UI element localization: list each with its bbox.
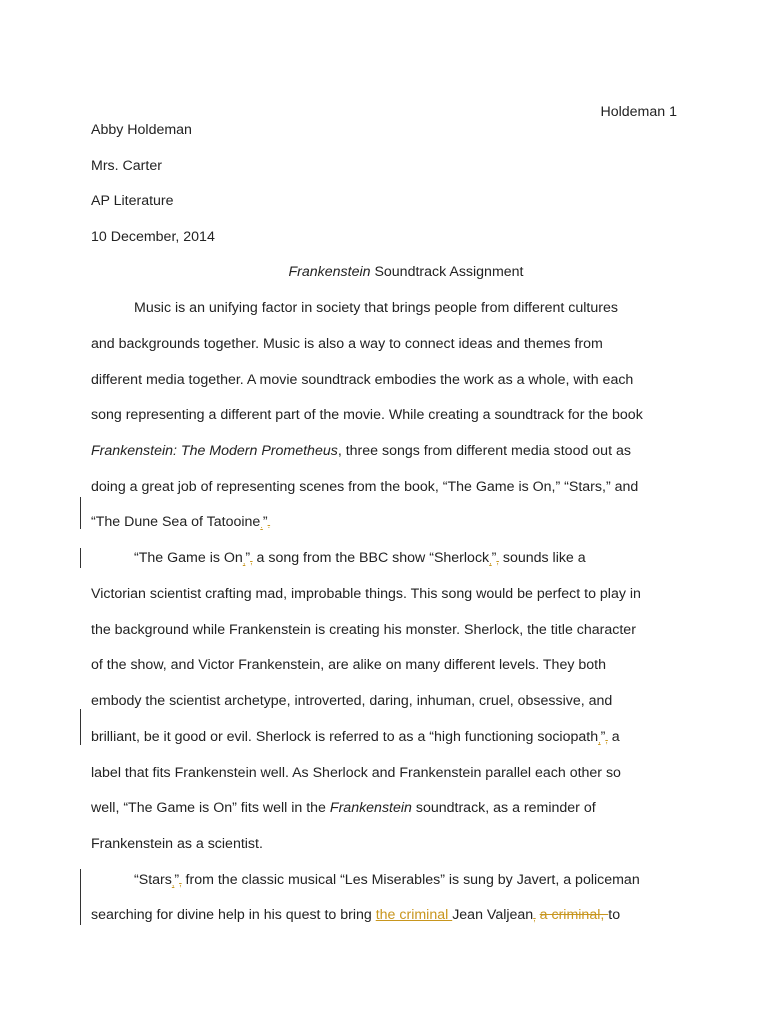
paragraph-1-line — [91, 441, 631, 461]
text-run: searching for divine help in his quest to bring — [91, 907, 376, 923]
text-run: Jean Valjean — [452, 907, 534, 923]
deleted-text[interactable]: , — [496, 556, 499, 566]
inserted-text[interactable]: the criminal — [375, 907, 453, 923]
paragraph-1-line — [91, 512, 270, 535]
text-run: a song from the BBC show “Sherlock — [252, 550, 490, 566]
text-run: , three songs from different media stood out as — [337, 443, 631, 459]
text-run: “Stars — [134, 872, 172, 888]
paragraph-1-line: different media together. A movie soundtrack embodies the work as a whole, with each — [91, 372, 634, 388]
inserted-text[interactable]: , — [171, 878, 175, 888]
page-header: Holdeman 1 — [600, 104, 677, 120]
text-run: to — [608, 907, 621, 923]
title-italic: Frankenstein — [288, 264, 371, 280]
text-run: ” — [174, 872, 180, 888]
deleted-text[interactable]: . — [267, 520, 271, 530]
paragraph-2-line: embody the scientist archetype, introverted, daring, inhuman, cruel, obsessive, and — [91, 693, 613, 709]
document-title — [0, 262, 768, 282]
paragraph-2-line: label that fits Frankenstein well. As Sherlock and Frankenstein parallel each other so — [91, 765, 621, 781]
book-title-italic: Frankenstein: The Modern Prometheus — [91, 443, 338, 459]
text-run: a — [607, 729, 620, 745]
text-run: from the classic musical “Les Miserables” is sung by Javert, a policeman — [181, 872, 640, 888]
book-title-italic: Frankenstein — [329, 800, 412, 816]
deleted-text[interactable]: , — [179, 878, 182, 888]
paragraph-1-line: Music is an unifying factor in society that brings people from different cultures — [134, 300, 618, 316]
text-run: sounds like a — [498, 550, 586, 566]
deleted-text[interactable]: , — [250, 556, 253, 566]
deleted-text[interactable]: , — [533, 913, 536, 923]
text-run: soundtrack, as a reminder of — [411, 800, 596, 816]
paragraph-2-line: Victorian scientist crafting mad, improbable things. This song would be perfect to play in — [91, 586, 641, 602]
text-run: brilliant, be it good or evil. Sherlock is referred to as a “high functioning sociopath — [91, 729, 599, 745]
text-run: “The Dune Sea of Tatooine — [91, 514, 261, 530]
document-date: 10 December, 2014 — [91, 229, 215, 245]
deleted-text[interactable]: , — [605, 735, 608, 745]
text-run: ” — [491, 550, 497, 566]
paragraph-1-line: doing a great job of representing scenes from the book, “The Game is On,” “Stars,” and — [91, 479, 639, 495]
deleted-text[interactable]: a criminal, — [539, 907, 609, 923]
paragraph-1-line: and backgrounds together. Music is also a way to connect ideas and themes from — [91, 336, 603, 352]
text-run: ” — [245, 550, 251, 566]
paragraph-2-line — [91, 727, 620, 750]
paragraph-1-line: song representing a different part of the movie. While creating a soundtrack for the book — [91, 407, 643, 423]
teacher-name: Mrs. Carter — [91, 158, 162, 174]
change-bar — [80, 709, 81, 745]
paragraph-3-line — [134, 870, 640, 893]
paragraph-2-line — [91, 798, 596, 818]
inserted-text[interactable]: , — [489, 556, 492, 566]
paragraph-2-line: the background while Frankenstein is creating his monster. Sherlock, the title character — [91, 622, 636, 638]
change-bar — [80, 548, 81, 568]
text-run: “The Game is On — [134, 550, 243, 566]
change-bar — [80, 869, 81, 925]
paragraph-2-line: Frankenstein as a scientist. — [91, 836, 263, 852]
inserted-text[interactable]: , — [242, 556, 246, 566]
text-run: ” — [262, 514, 268, 530]
text-run: well, “The Game is On” fits well in the — [91, 800, 330, 816]
course-name: AP Literature — [91, 193, 174, 209]
change-bar — [80, 497, 81, 529]
author-name: Abby Holdeman — [91, 122, 192, 138]
paragraph-2-line: of the show, and Victor Frankenstein, are alike on many different levels. They both — [91, 657, 606, 673]
inserted-text[interactable]: , — [598, 735, 601, 745]
title-rest: Soundtrack Assignment — [370, 264, 524, 280]
paragraph-2-line — [134, 548, 586, 571]
text-run: ” — [600, 729, 606, 745]
inserted-text[interactable]: . — [260, 520, 263, 530]
paragraph-3-line — [91, 905, 620, 928]
